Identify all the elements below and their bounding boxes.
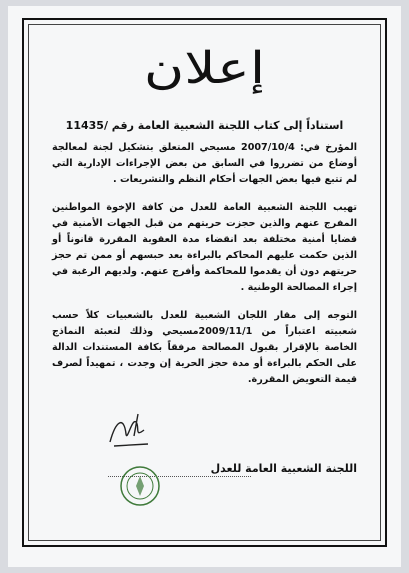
official-seal-icon [118,464,162,508]
paragraph-call: تهيب اللجنة الشعبية العامة للعدل من كافة الإخوة المواطنين المفرج عنهم والذين حجزت حريتهم من قبل الجهات الأمنية في قضايا أمنية مختلفة بعد انقضاء مدة العقوبة المقررة قانوناً أو الذين حكمت عليهم المحاكم بالبراءة بعد حبسهم أو ممن تم حجز حريتهم دون أن يقدموا للمحاكمة وأفرج عنهم. ولديهم الرغبة في إجراء المصالحة الوطنية . [52,202,357,293]
announcement-body [52,118,357,388]
paragraph-date: المؤرخ في: 2007/10/4 مسيحي المتعلق بتشكيل لجنة لمعالجة أوضاع من تضرروا في السابق من بعض الإجراءات الإدارية التي لم تتبع فيها بعض الجهات أحكام النظم والتشريعات . [52,142,357,185]
paragraph-instructions: التوجه إلى مقار اللجان الشعبية للعدل بالشعبيات كلاً حسب شعبيته اعتباراً من 2009/11/1مسيحي وذلك لتعبئة النماذج الخاصة بالإقرار بقبول المصالحة مرفقاً بكافة المستندات الدالة على الحكم بالبراءة أو مدة حجز الحرية إن وجدت ، تمهيداً لصرف قيمة التعويض المقررة. [52,310,357,385]
signature-icon [104,408,154,454]
document-page [8,6,401,567]
announcement-title: إعلان [143,43,266,94]
reference-line: استناداً إلى كتاب اللجنة الشعبية العامة رقم /11435 [65,119,344,132]
issuer-name: اللجنة الشعبية العامة للعدل [210,462,357,475]
